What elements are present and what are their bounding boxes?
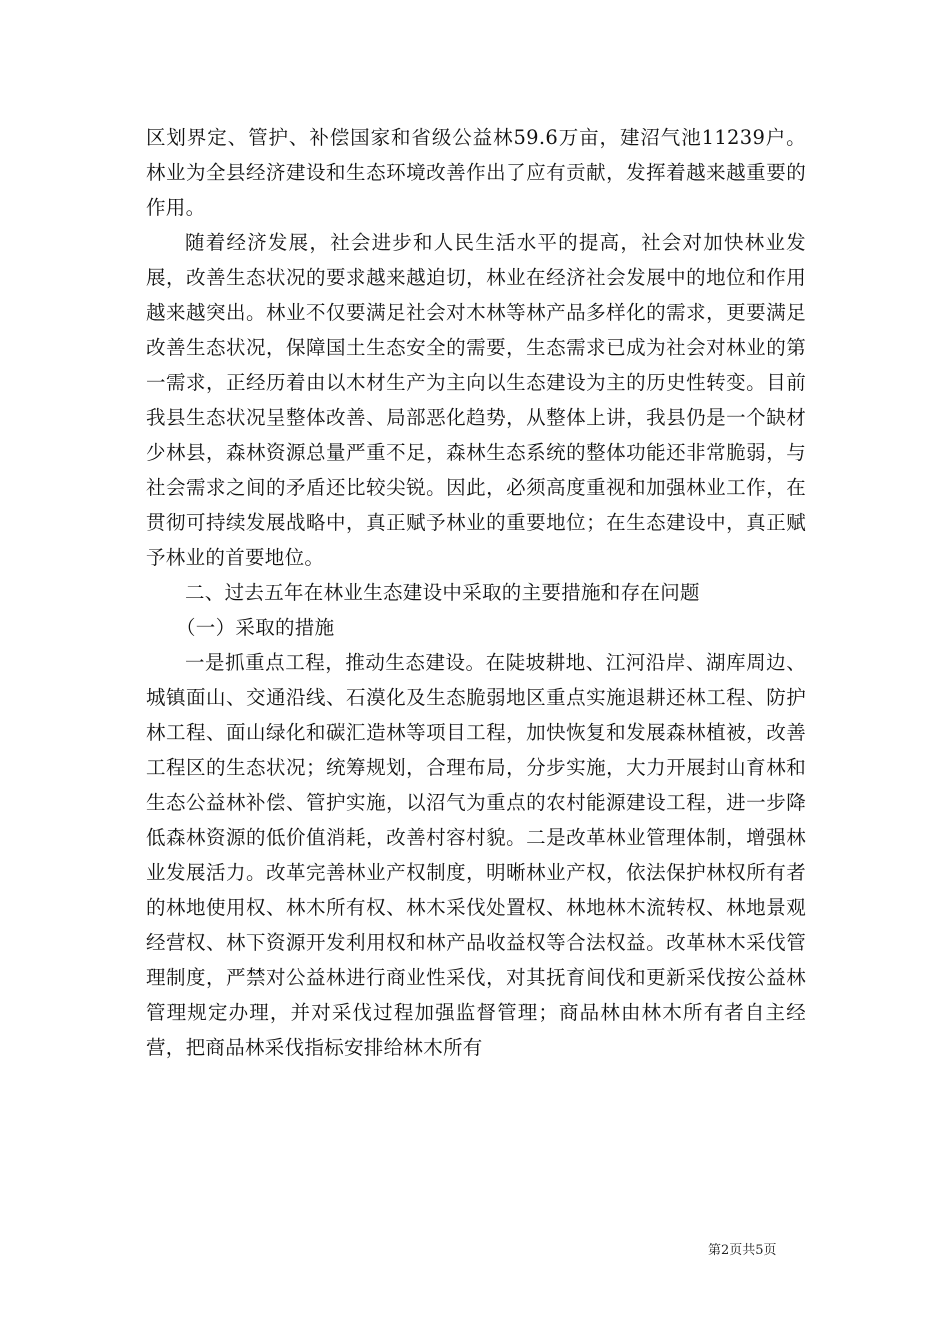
paragraph-3: 一是抓重点工程，推动生态建设。在陡坡耕地、江河沿岸、湖库周边、城镇面山、交通沿线、石漠化及生态脆弱地区重点实施退耕还林工程、防护林工程、面山绿化和碳汇造林等项目工程，加快恢复和发展森林植被，改善工程区的生态状况；统筹规划，合理布局，分步实施，大力开展封山育林和生态公益林补偿、管护实施，以沼气为重点的农村能源建设工程，进一步降低森林资源的低价值消耗，改善村容村貌。二是改革林业管理体制，增强林业发展活力。改革完善林业产权制度，明晰林业产权，依法保护林权所有者的林地使用权、林木所有权、林木采伐处置权、林地林木流转权、林地景观经营权、林下资源开发利用权和林产品收益权等合法权益。改革林木采伐管理制度，严禁对公益林进行商业性采伐，对其抚育间伐和更新采伐按公益林管理规定办理，并对采伐过程加强监督管理；商品林由林木所有者自主经营，把商品林采伐指标安排给林木所有 [146, 651, 806, 1059]
document-body [146, 120, 806, 1065]
subsection-heading: （一）采取的措施 [176, 616, 335, 639]
page-number: 第2页共5页 [708, 1243, 777, 1258]
paragraph-1: 区划界定、管护、补偿国家和省级公益林59.6万亩，建沼气池11239户。林业为全县经济建设和生态环境改善作出了应有贡献，发挥着越来越重要的作用。 [146, 126, 806, 219]
section-heading: 二、过去五年在林业生态建设中采取的主要措施和存在问题 [185, 581, 700, 604]
paragraph-2: 随着经济发展，社会进步和人民生活水平的提高，社会对加快林业发展，改善生态状况的要求越来越迫切，林业在经济社会发展中的地位和作用越来越突出。林业不仅要满足社会对木林等林产品多样化的需求，更要满足改善生态状况，保障国土生态安全的需要，生态需求已成为社会对林业的第一需求，正经历着由以木材生产为主向以生态建设为主的历史性转变。目前我县生态状况呈整体改善、局部恶化趋势，从整体上讲，我县仍是一个缺材少林县，森林资源总量严重不足，森林生态系统的整体功能还非常脆弱，与社会需求之间的矛盾还比较尖锐。因此，必须高度重视和加强林业工作，在贯彻可持续发展战略中，真正赋予林业的重要地位；在生态建设中，真正赋予林业的首要地位。 [146, 231, 806, 569]
